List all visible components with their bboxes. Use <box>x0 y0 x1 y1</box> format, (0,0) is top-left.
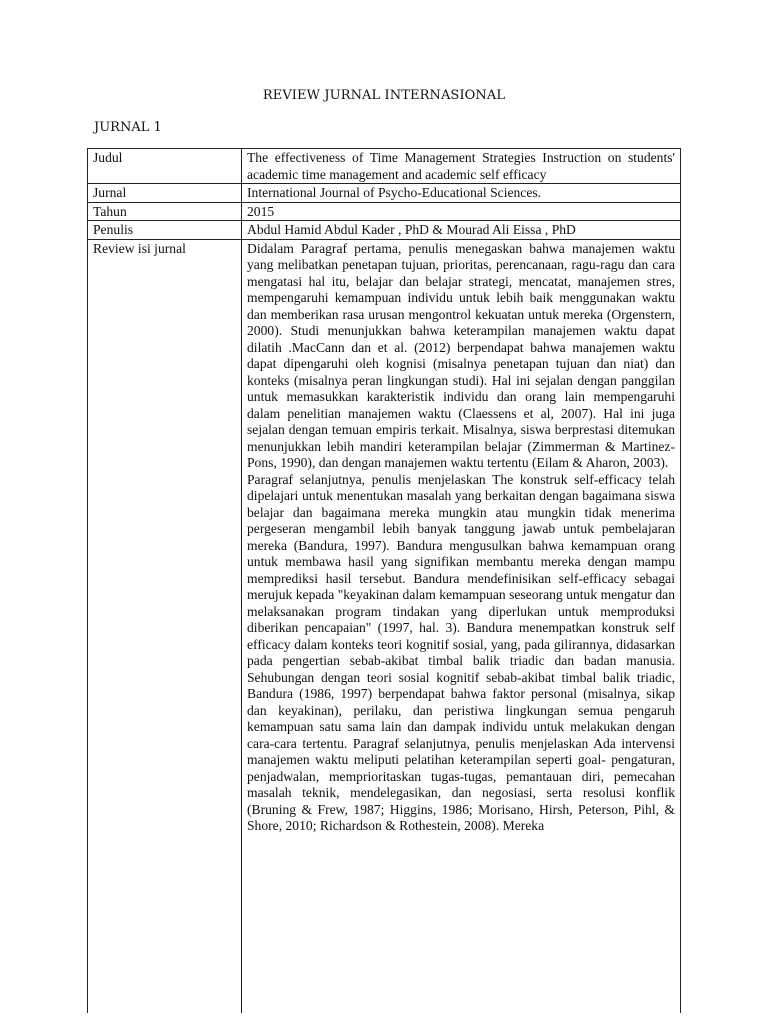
row-label-tahun: Tahun <box>88 202 242 221</box>
row-label-penulis: Penulis <box>88 221 242 240</box>
row-label-judul: Judul <box>88 149 242 184</box>
review-paragraph-1: Didalam Paragraf pertama, penulis menegaskan bahwa manajemen waktu yang melibatkan penetapan tujuan, prioritas, perencanaan, ragu-ragu dan cara mengatasi hal itu, belajar dan belajar strategi, mencatat, manajemen stres, mempengaruhi kemampuan individu untuk lebih baik menggunakan waktu dan memberikan rasa urusan mengontrol kekuatan untuk mereka (Orgenstern, 2000). Studi menunjukkan bahwa keterampilan manajemen waktu dapat dilatih .MacCann dan et al. (2012) berpendapat bahwa manajemen waktu dapat dipengaruhi oleh kognisi (misalnya penetapan tujuan dan niat) dan konteks (misalnya peran lingkungan studi). Hal ini sejalan dengan panggilan untuk memasukkan karakteristik individu dan orang lain mempengaruhi dalam penelitian manajemen waktu (Claessens et al, 2007). Hal ini juga sejalan dengan temuan empiris terkait. Misalnya, siswa berprestasi ditemukan menunjukkan lebih mandiri keterampilan belajar (Zimmerman & Martinez-Pons, 1990), dan dengan manajemen waktu tertentu (Eilam & Aharon, 2003). <box>247 240 675 470</box>
review-text <box>247 241 675 1013</box>
row-value-judul: The effectiveness of Time Management Strategies Instruction on students' academic time management and academic self efficacy <box>242 149 681 184</box>
table-row-penulis <box>88 221 681 240</box>
row-value-jurnal: International Journal of Psycho-Educational Sciences. <box>242 184 681 203</box>
section-label: JURNAL 1 <box>94 120 162 135</box>
row-value-tahun: 2015 <box>242 202 681 221</box>
table-row-review <box>88 239 681 1013</box>
table-row-judul <box>88 149 681 184</box>
review-paragraph-2: Paragraf selanjutnya, penulis menjelaskan The konstruk self-efficacy telah dipelajari untuk menentukan masalah yang berkaitan dengan bagaimana siswa belajar dan bagaimana mereka mungkin atau mungkin tidak menerima pergeseran mengambil lebih banyak tanggung jawab untuk pembelajaran mereka (Bandura, 1997). Bandura mengusulkan bahwa kemampuan orang untuk membawa hasil yang signifikan membantu mereka dengan mampu memprediksi hasil tersebut. Bandura mendefinisikan self-efficacy sebagai merujuk kepada "keyakinan dalam kemampuan seseorang untuk mengatur dan melaksanakan program tindakan yang diperlukan untuk memproduksi diberikan pencapaian" (1997, hal. 3). Bandura menempatkan konstruk self efficacy dalam konteks teori kognitif sosial, yang, pada gilirannya, didasarkan pada pengertian sebab-akibat timbal balik triadic dan badan manusia. Sehubungan dengan teori sosial kognitif sebab-akibat timbal balik triadic, Bandura (1986, 1997) berpendapat bahwa faktor personal (misalnya, sikap dan keyakinan), perilaku, dan peristiwa lingkungan semua pengaruh kemampuan satu sama lain dan dampak individu untuk melakukan dengan cara-cara tertentu. Paragraf selanjutnya, penulis menjelaskan Ada intervensi manajemen waktu meliputi pelatihan keterampilan seperti goal- pengaturan, penjadwalan, memprioritaskan tugas-tugas, pemantauan diri, pemecahan masalah teknik, mendelegasikan, dan negosiasi, serta resolusi konflik (Bruning & Frew, 1987; Higgins, 1986; Morisano, Hirsh, Peterson, Pihl, & Shore, 2010; Richardson & Rothestein, 2008). Mereka <box>247 471 675 833</box>
row-value-review <box>242 239 681 1013</box>
document-title: REVIEW JURNAL INTERNASIONAL <box>262 88 506 103</box>
row-label-review: Review isi jurnal <box>88 239 242 1013</box>
table-row-tahun <box>88 202 681 221</box>
row-value-penulis: Abdul Hamid Abdul Kader , PhD & Mourad Ali Eissa , PhD <box>242 221 681 240</box>
row-label-jurnal: Jurnal <box>88 184 242 203</box>
table-row-jurnal <box>88 184 681 203</box>
review-table <box>87 148 681 1013</box>
